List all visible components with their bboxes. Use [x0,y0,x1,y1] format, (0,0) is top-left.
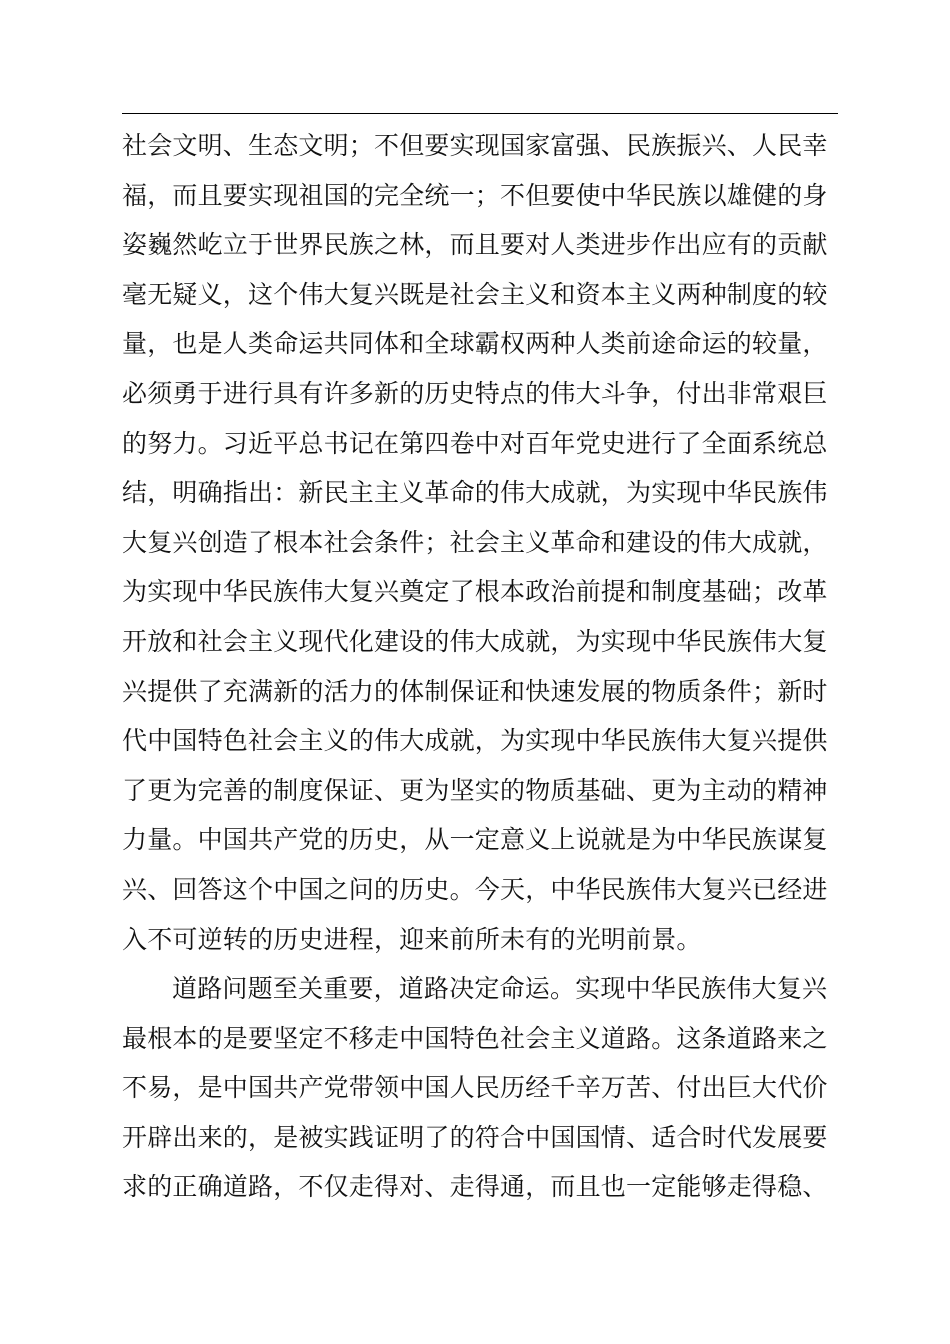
text-line: 的努力。习近平总书记在第四卷中对百年党史进行了全面系统总 [122,428,828,458]
text-line: 兴、回答这个中国之问的历史。今天，中华民族伟大复兴已经进 [122,874,828,904]
text-line: 开辟出来的，是被实践证明了的符合中国国情、适合时代发展要 [122,1122,828,1152]
text-line: 了更为完善的制度保证、更为坚实的物质基础、更为主动的精神 [122,775,828,805]
text-line: 不易，是中国共产党带领中国人民历经千辛万苦、付出巨大代价 [122,1073,828,1103]
text-line: 量，也是人类命运共同体和全球霸权两种人类前途命运的较量， [122,329,828,359]
text-line: 社会文明、生态文明；不但要实现国家富强、民族振兴、人民幸 [122,131,828,160]
text-line: 求的正确道路，不仅走得对、走得通，而且也一定能够走得稳、 [122,1172,828,1202]
text-line: 大复兴创造了根本社会条件；社会主义革命和建设的伟大成就， [122,527,828,557]
text-line: 必须勇于进行具有许多新的历史特点的伟大斗争，付出非常艰巨 [122,378,828,408]
header-rule [122,113,838,114]
text-line: 结，明确指出：新民主主义革命的伟大成就，为实现中华民族伟 [122,478,828,508]
text-line: 开放和社会主义现代化建设的伟大成就，为实现中华民族伟大复 [122,626,828,656]
text-line: 福，而且要实现祖国的完全统一；不但要使中华民族以雄健的身 [122,180,828,210]
text-line: 毫无疑义，这个伟大复兴既是社会主义和资本主义两种制度的较 [122,279,828,309]
text-line: 入不可逆转的历史进程，迎来前所未有的光明前景。 [122,924,702,954]
body-text [122,121,842,1212]
text-line: 为实现中华民族伟大复兴奠定了根本政治前提和制度基础；改革 [122,577,828,607]
paragraph-start-line: 道路问题至关重要，道路决定命运。实现中华民族伟大复兴 [172,974,828,1004]
text-line: 力量。中国共产党的历史，从一定意义上说就是为中华民族谋复 [122,825,828,855]
text-line: 最根本的是要坚定不移走中国特色社会主义道路。这条道路来之 [122,1023,828,1053]
text-line: 代中国特色社会主义的伟大成就，为实现中华民族伟大复兴提供 [122,726,828,756]
text-line: 兴提供了充满新的活力的体制保证和快速发展的物质条件；新时 [122,676,828,706]
text-line: 姿巍然屹立于世界民族之林，而且要对人类进步作出应有的贡献 [122,230,828,260]
